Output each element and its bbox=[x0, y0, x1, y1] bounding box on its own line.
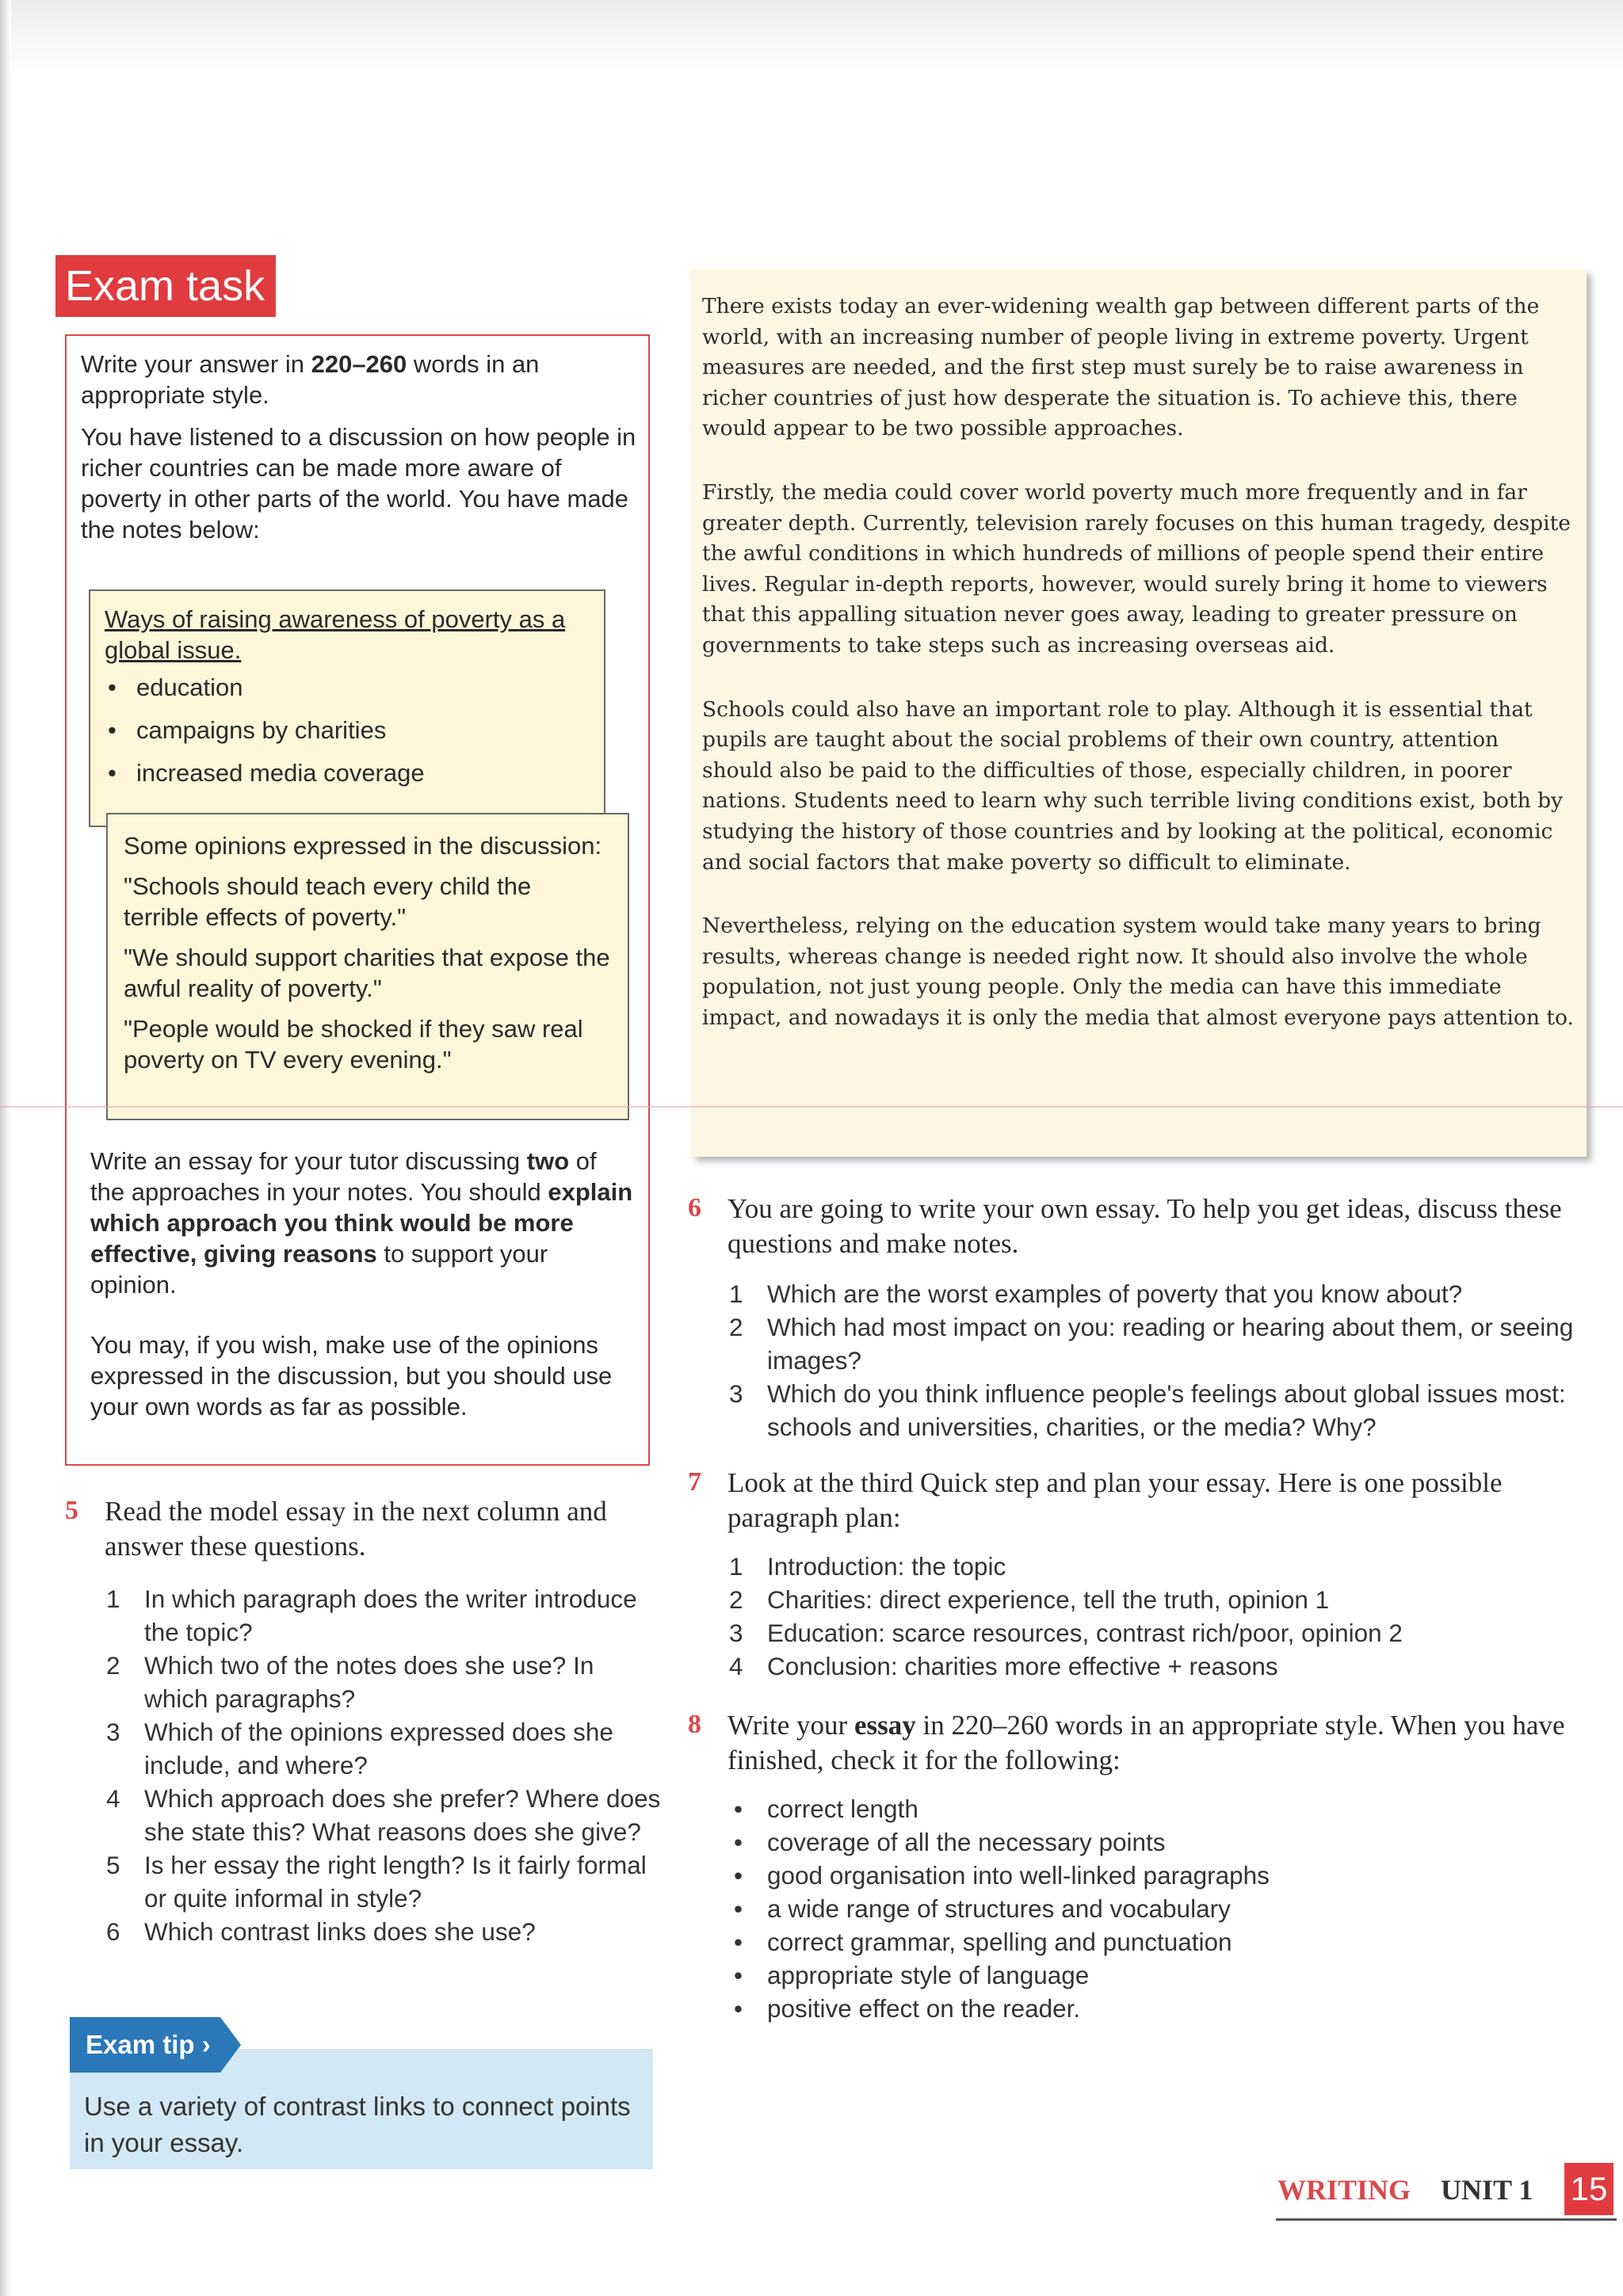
page-number: 15 bbox=[1564, 2163, 1613, 2215]
list-item: • coverage of all the necessary points bbox=[729, 1825, 1577, 1859]
page-edge-shadow bbox=[0, 0, 11, 2296]
essay-instruction: Write an essay for your tutor discussing two of the approaches in your notes. You should explain which approach you think would be more effective, giving reasons to support your opinion. bbox=[90, 1147, 633, 1299]
list-item: 3 Which do you think influence people's feelings about global issues most: schools and universities, charities, or the media? Why? bbox=[729, 1379, 1566, 1441]
opinion-quote: "Schools should teach every child the terrible effects of poverty." bbox=[124, 872, 532, 931]
footer-unit-label: UNIT 1 bbox=[1441, 2174, 1533, 2206]
essay-paragraph: Schools could also have an important role to play. Although it is essential that pupils are taught about the social problems of their own country, attention should also be paid to the difficulties of those, especially children, in poorer nations. Students need to learn why such terrible living conditions exist, both by studying the history of those countries and by looking at the political, economic and social factors that make poverty so difficult to eliminate. bbox=[702, 696, 1564, 875]
list-item: 1 In which paragraph does the writer introduce the topic? bbox=[106, 1585, 637, 1646]
list-item: • campaigns by charities bbox=[105, 715, 590, 746]
page-fold-line bbox=[0, 1106, 1623, 1108]
list-item: 2 Charities: direct experience, tell the truth, opinion 1 bbox=[729, 1585, 1330, 1614]
list-item: 3 Education: scarce resources, contrast rich/poor, opinion 2 bbox=[729, 1619, 1403, 1647]
footer-divider bbox=[1276, 2218, 1617, 2221]
list-item: 4 Conclusion: charities more effective + reasons bbox=[729, 1652, 1278, 1680]
list-item: 1 Which are the worst examples of poverty that you know about? bbox=[729, 1280, 1463, 1308]
task8-checklist bbox=[729, 1792, 1577, 2025]
essay-paragraph: There exists today an ever-widening wealth gap between different parts of the world, with an increasing number of people living in extreme poverty. Urgent measures are needed, and the first step must surely be to raise awareness in richer countries of just how desperate the situation is. To achieve this, there would appear to be two possible approaches. bbox=[702, 294, 1540, 441]
opinions-intro: Some opinions expressed in the discussion: bbox=[124, 832, 602, 860]
exam-tip-text: Use a variety of contrast links to connect points in your essay. bbox=[84, 2092, 631, 2157]
task7-intro: Look at the third Quick step and plan your essay. Here is one possible paragraph plan: bbox=[727, 1467, 1503, 1533]
task-number-7: 7 bbox=[688, 1467, 701, 1497]
list-item: • correct grammar, spelling and punctuation bbox=[729, 1925, 1577, 1958]
task-number-8: 8 bbox=[688, 1710, 701, 1739]
task-number-5: 5 bbox=[65, 1496, 78, 1525]
exam-task-header bbox=[55, 255, 276, 317]
task-number-6: 6 bbox=[688, 1193, 701, 1222]
list-item: 2 Which had most impact on you: reading or hearing about them, or seeing images? bbox=[729, 1313, 1574, 1375]
list-item: • education bbox=[105, 672, 590, 703]
list-item: • a wide range of structures and vocabulary bbox=[729, 1892, 1577, 1925]
list-item: • positive effect on the reader. bbox=[729, 1992, 1577, 2025]
exam-task-closing: You may, if you wish, make use of the opinions expressed in the discussion, but you should use your own words as far as possible. bbox=[90, 1331, 613, 1421]
notes-title: Ways of raising awareness of poverty as a global issue. bbox=[105, 605, 566, 664]
task5-questions bbox=[106, 1582, 661, 1948]
list-item: 1 Introduction: the topic bbox=[729, 1552, 1006, 1581]
exam-tip-label: Exam tip › bbox=[86, 2030, 211, 2059]
list-item: 5 Is her essay the right length? Is it fairly formal or quite informal in style? bbox=[106, 1851, 647, 1913]
list-item: • increased media coverage bbox=[105, 757, 590, 788]
chevron-right-icon: › bbox=[201, 2030, 211, 2059]
task8-intro: Write your essay in 220–260 words in an appropriate style. When you have finished, check it for the following: bbox=[727, 1710, 1565, 1775]
footer-section-label: WRITING bbox=[1277, 2174, 1411, 2206]
task6-questions bbox=[729, 1277, 1577, 1444]
opinion-quote: "We should support charities that expose the awful reality of poverty." bbox=[124, 944, 610, 1002]
essay-paragraph: Firstly, the media could cover world poverty much more frequently and in far greater depth. Currently, television rarely focuses on this human tragedy, despite the awful conditions in which hundreds of millions of people spend their entire lives. Regular in-depth reports, however, would surely bring it home to viewers that this appalling situation never goes away, leading to greater pressure on governments to take steps such as increasing overseas aid. bbox=[702, 479, 1571, 658]
exam-tip-header bbox=[70, 2017, 241, 2073]
list-item: 4 Which approach does she prefer? Where does she state this? What reasons does she give? bbox=[106, 1784, 661, 1846]
opinion-quote: "People would be shocked if they saw real poverty on TV every evening." bbox=[124, 1015, 583, 1074]
list-item: • good organisation into well-linked paragraphs bbox=[729, 1859, 1577, 1892]
exam-task-instruction: Write your answer in 220–260 words in an appropriate style. bbox=[81, 350, 540, 409]
essay-paragraph: Nevertheless, relying on the education system would take many years to bring results, whereas change is needed right now. It should also involve the whole population, not just young people. Only the media can have this immediate impact, and nowadays it is only the media that almost everyone pays attention to. bbox=[702, 913, 1574, 1030]
list-item: 3 Which of the opinions expressed does she include, and where? bbox=[106, 1718, 613, 1779]
list-item: 6 Which contrast links does she use? bbox=[106, 1917, 536, 1946]
task7-plan bbox=[729, 1550, 1577, 1683]
notes-box bbox=[89, 589, 605, 827]
task5-intro: Read the model essay in the next column and answer these questions. bbox=[105, 1496, 607, 1562]
list-item: • correct length bbox=[729, 1792, 1577, 1825]
model-essay-box bbox=[691, 269, 1587, 1157]
page-top-shade bbox=[0, 0, 1623, 71]
exam-task-title: Exam task bbox=[65, 262, 265, 310]
list-item: 2 Which two of the notes does she use? In which paragraphs? bbox=[106, 1651, 594, 1713]
opinions-box bbox=[106, 813, 629, 1120]
exam-task-context: You have listened to a discussion on how people in richer countries can be made more aware of poverty in other parts of the world. You have made the notes below: bbox=[81, 423, 636, 543]
task6-intro: You are going to write your own essay. To help you get ideas, discuss these questions and make notes. bbox=[727, 1193, 1562, 1259]
list-item: • appropriate style of language bbox=[729, 1958, 1577, 1992]
notes-list bbox=[105, 672, 590, 788]
